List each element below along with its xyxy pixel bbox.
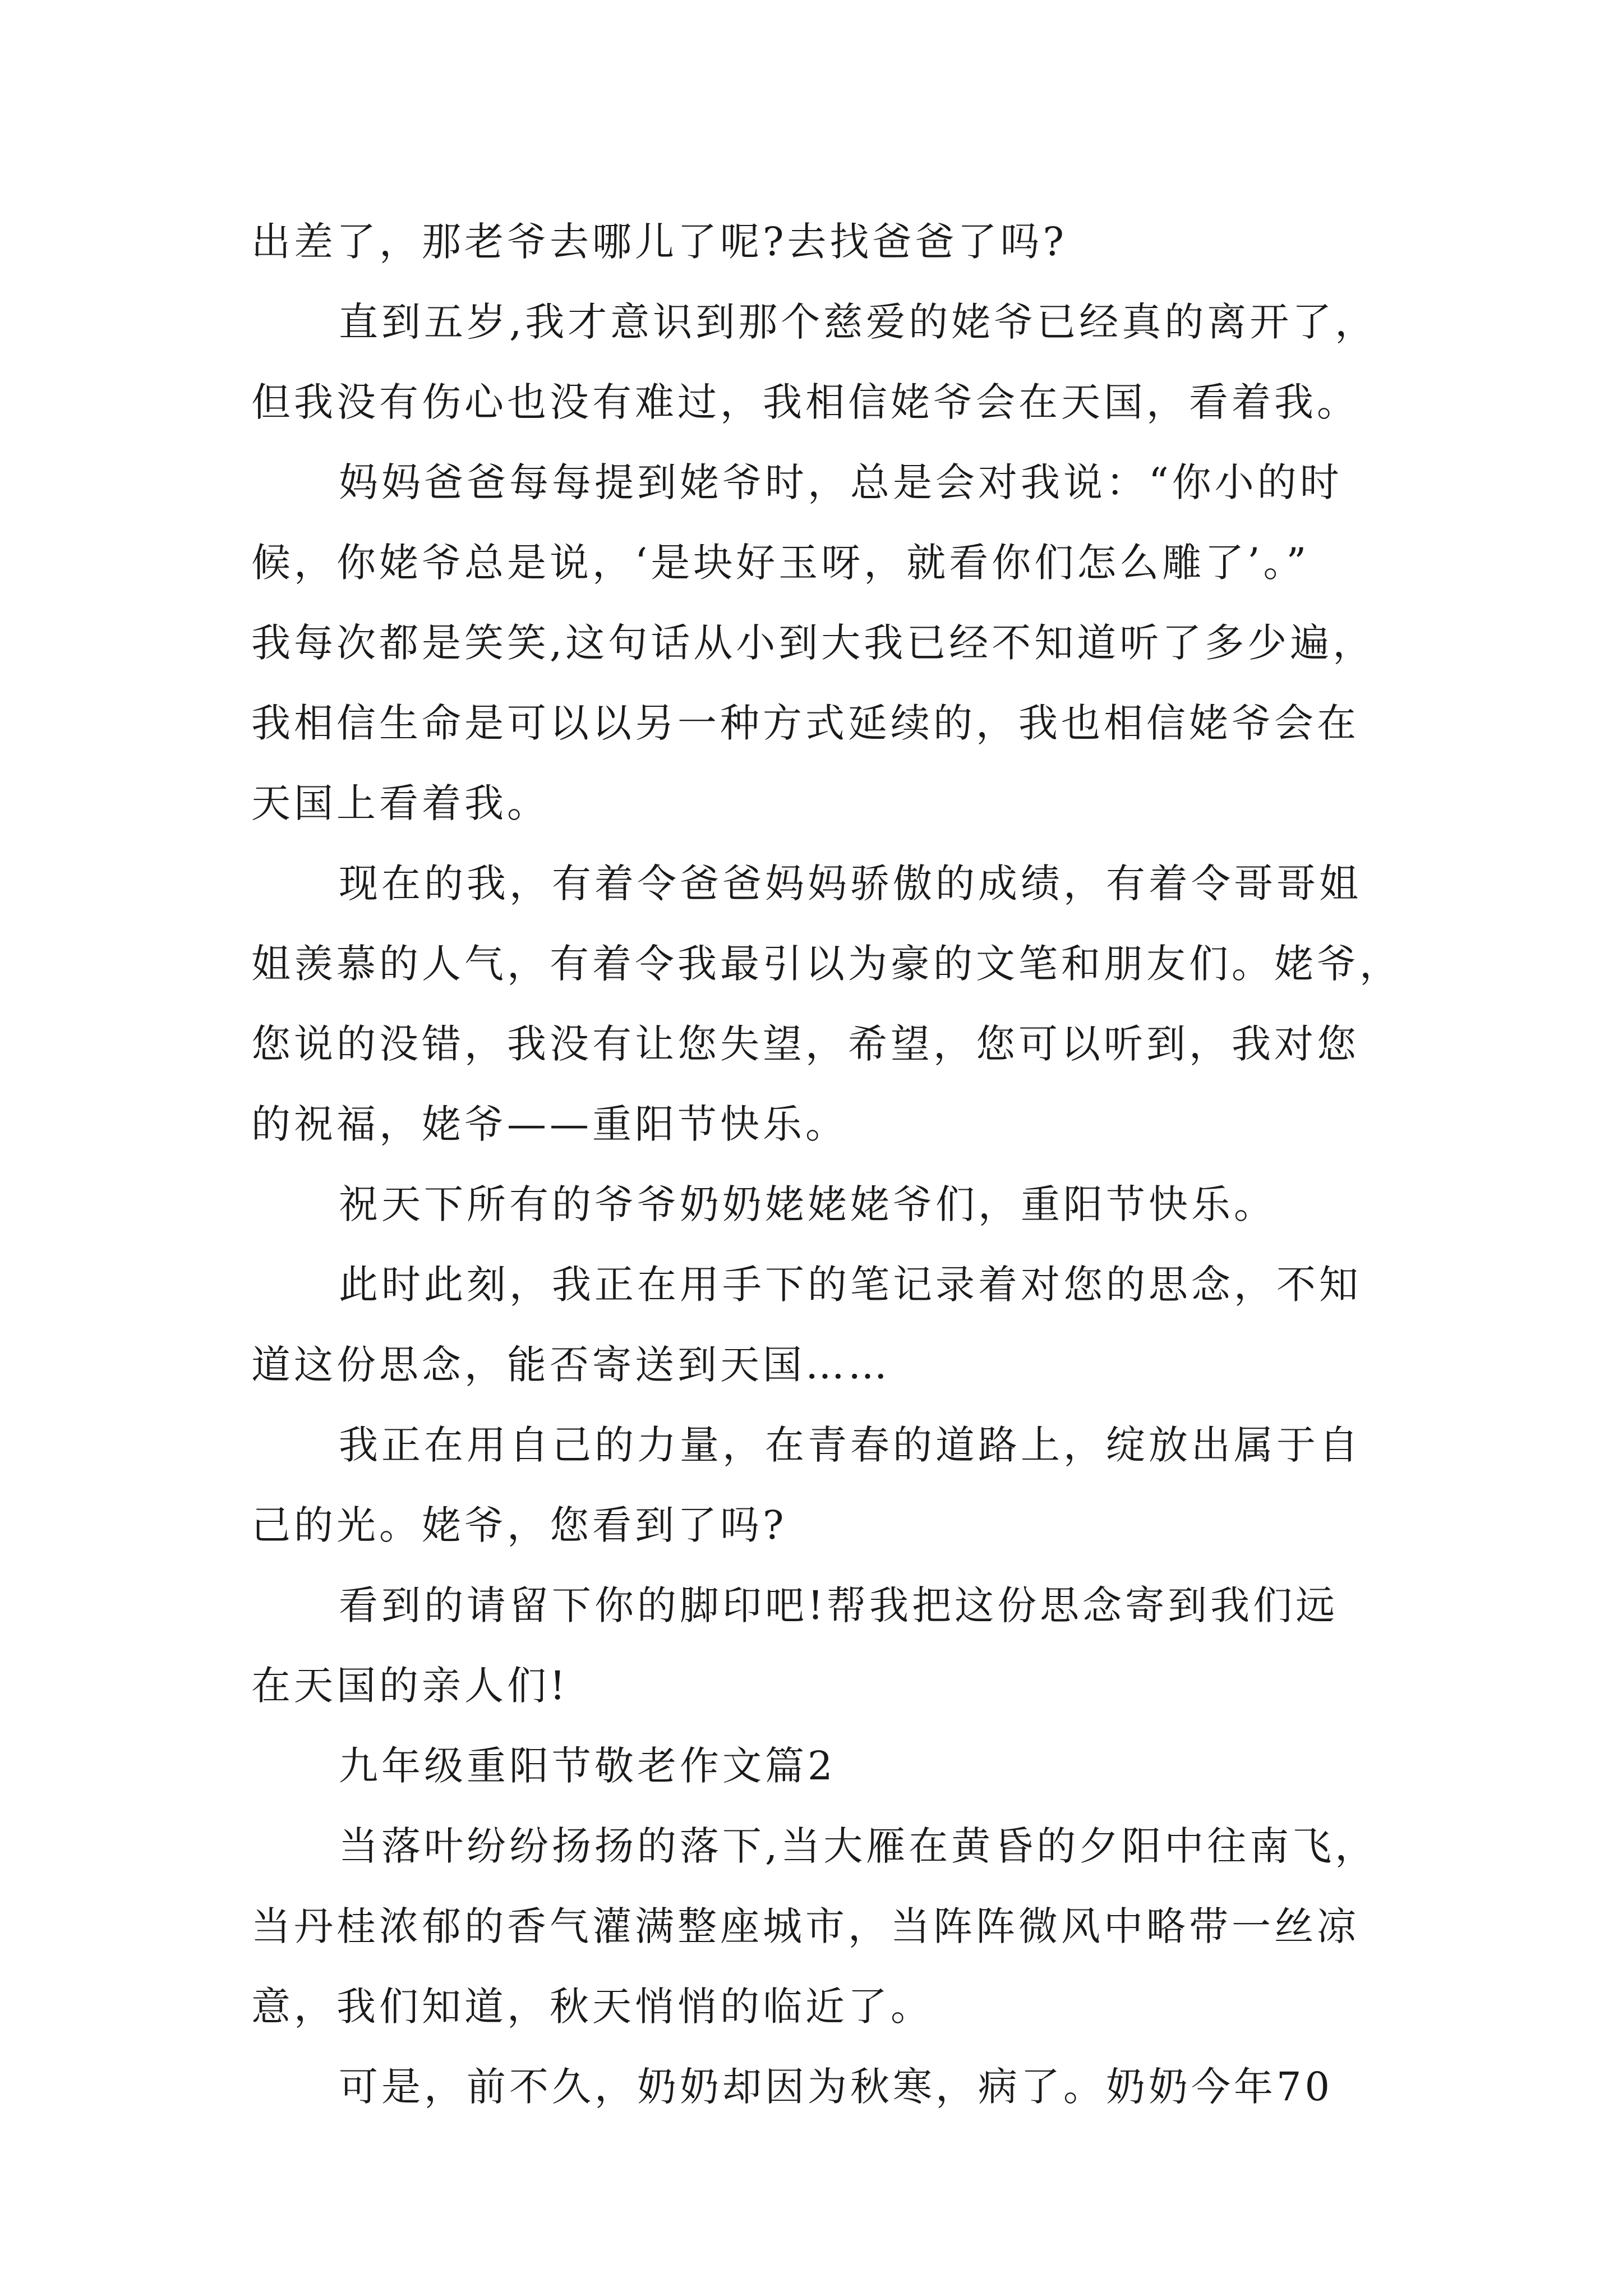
text-line: 您说的没错，我没有让您失望，希望，您可以听到，我对您 (251, 1021, 1359, 1067)
text-line: 意，我们知道，秋天悄悄的临近了。 (251, 1984, 933, 2030)
text-line: 直到五岁,我才意识到那个慈爱的姥爷已经真的离开了， (339, 299, 1378, 345)
text-line: 当丹桂浓郁的香气灌满整座城市，当阵阵微风中略带一丝凉 (251, 1903, 1359, 1949)
text-line: 我正在用自己的力量，在青春的道路上，绽放出属于自 (339, 1422, 1362, 1468)
text-line: 天国上看着我。 (251, 780, 550, 826)
text-line: 此时此刻，我正在用手下的笔记录着对您的思念，不知 (339, 1262, 1362, 1308)
text-line: 候，你姥爷总是说，‘是块好玉呀，就看你们怎么雕了’。” (251, 540, 1310, 586)
essay-body (251, 202, 1429, 2127)
text-line: 但我没有伤心也没有难过，我相信姥爷会在天国，看着我。 (251, 379, 1359, 425)
text-line: 的祝福，姥爷——重阳节快乐。 (251, 1101, 848, 1147)
text-line: 姐羡慕的人气，有着令我最引以为豪的文笔和朋友们。姥爷， (251, 941, 1402, 987)
text-line: 看到的请留下你的脚印吧!帮我把这份思念寄到我们远 (339, 1582, 1339, 1628)
text-line: 己的光。姥爷，您看到了吗? (251, 1502, 787, 1548)
section-heading: 九年级重阳节敬老作文篇2 (339, 1743, 836, 1789)
text-line: 可是，前不久，奶奶却因为秋寒，病了。奶奶今年70 (339, 2064, 1334, 2110)
text-line: 出差了，那老爷去哪儿了呢?去找爸爸了吗? (251, 219, 1068, 265)
text-line: 当落叶纷纷扬扬的落下,当大雁在黄昏的夕阳中往南飞， (339, 1823, 1378, 1869)
text-line: 我相信生命是可以以另一种方式延续的，我也相信姥爷会在 (251, 700, 1359, 746)
text-line: 我每次都是笑笑,这句话从小到大我已经不知道听了多少遍， (251, 620, 1376, 666)
text-line: 道这份思念，能否寄送到天国…… (251, 1342, 891, 1388)
text-line: 现在的我，有着令爸爸妈妈骄傲的成绩，有着令哥哥姐 (339, 861, 1362, 907)
text-line: 祝天下所有的爷爷奶奶姥姥姥爷们，重阳节快乐。 (339, 1181, 1276, 1227)
text-line: 妈妈爸爸每每提到姥爷时，总是会对我说：“你小的时 (339, 459, 1343, 505)
text-line: 在天国的亲人们! (251, 1663, 569, 1709)
